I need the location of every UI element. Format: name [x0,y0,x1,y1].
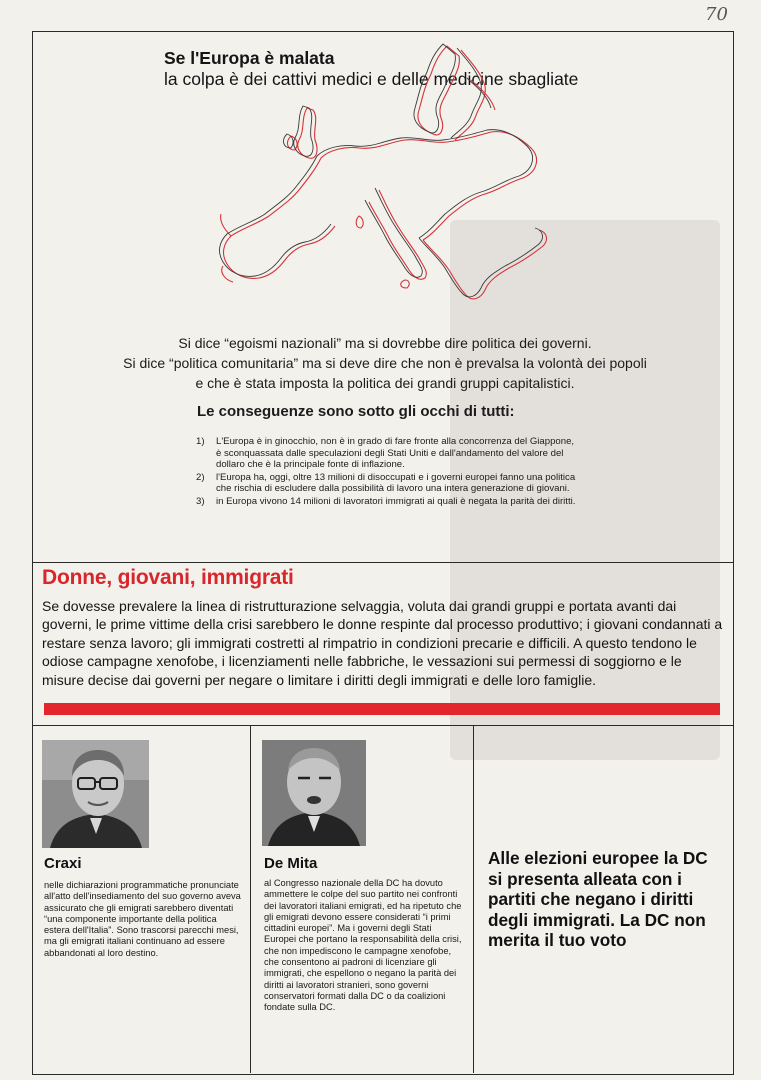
verdict-statement: Alle elezioni europee la DC si presenta alleata con i partiti che negano i diritti degli immigrati. La DC non merita il tuo voto [488,848,708,950]
craxi-name: Craxi [44,855,82,872]
europe-map-illustration [205,38,550,306]
consequences-heading: Le conseguenze sono sotto gli occhi di tutti: [197,403,515,420]
page-number: 70 [705,4,728,25]
divider-top-section [32,562,733,563]
craxi-portrait-photo [42,740,149,848]
italy-outline [369,190,426,279]
europe-outline-red [221,46,547,299]
europe-outline-black [220,44,543,297]
consequences-list [196,436,576,509]
iberia-outline [221,214,233,282]
column-divider-right [473,725,474,1073]
section-heading: Donne, giovani, immigrati [42,566,294,589]
scandinavia-outline [418,46,495,140]
balkans-outline [423,230,546,299]
demita-name: De Mita [264,855,318,872]
red-divider-bar [44,703,720,715]
intro-line-3: e che è stata imposta la politica dei grandi gruppi capitalistici. [195,375,575,391]
section-body: Se dovesse prevalere la linea di ristrutturazione selvaggia, voluta dai grandi gruppi e portata avanti dai governi, le prime vittime della crisi sarebbero le donne respinte dal processo produttivo; i giovani condannati a restare senza lavoro; gli immigrati costretti al rimpatrio in condizioni precarie e difficili. A questo tendono le odiose campagne xenofobe, i licenziamenti nelle fabbriche, le vessazioni sui permessi di soggiorno e le misure decise dai governi per negare o limitare i diritti degli immigrati e delle loro famiglie. [42,598,723,688]
continent-outline [224,132,537,279]
demita-portrait-photo [262,740,366,846]
column-divider-left [250,725,251,1073]
title-line-2: la colpa è dei cattivi medici e delle medicine sbagliate [164,69,579,89]
title-line-1: Se l'Europa è malata [164,48,335,68]
list-item: 2) l'Europa ha, oggi, oltre 13 milioni di disoccupati e i governi europei fanno una politica che rischia di escludere dalla possibilità di lavoro una intera generazione di giovani. [196,471,576,495]
craxi-text: nelle dichiarazioni programmatiche pronunciate all'atto dell'insediamento del suo governo aveva assicurato che gli emigrati sarebbero diventati “una componente importante della politica estera dell'Italia”. Sono trascorsi parecchi mesi, ma gli emigrati italiani continuano ad essere abbandonati al loro destino. [44,880,241,958]
intro-line-1: Si dice “egoismi nazionali” ma si dovrebbe dire politica dei governi. [178,335,592,351]
intro-line-2: Si dice “politica comunitaria” ma si deve dire che non è prevalsa la volontà dei popoli [123,355,647,371]
list-item: 3) in Europa vivono 14 milioni di lavoratori immigrati ai quali è negata la parità dei diritti. [196,495,576,507]
divider-bottom-section [32,725,733,726]
demita-text: al Congresso nazionale della DC ha dovuto ammettere le colpe del suo partito nei confronti dei lavoratori italiani emigrati, ed ha ripetuto che gli emigrati devono essere considerati “i primi cittadini europei”. Ma i governi degli Stati Europei che portano la responsabilità della crisi, che non impediscono le campagne xenofobe, che consentono ai padroni di licenziare gli immigrati, che espellono o negano la parità dei diritti ai lavoratori stranieri, sono governi conservatori formati dalla DC o da coalizioni fondate sulla DC. [264,878,462,1013]
list-item: 1) L'Europa è in ginocchio, non è in grado di fare fronte alla concorrenza del Giappone, è sconquassata dalle speculazioni degli Stati Uniti e dall'andamento del valore del dollaro che è la principale fonte di inflazione. [196,436,575,471]
intro-text [90,333,680,393]
